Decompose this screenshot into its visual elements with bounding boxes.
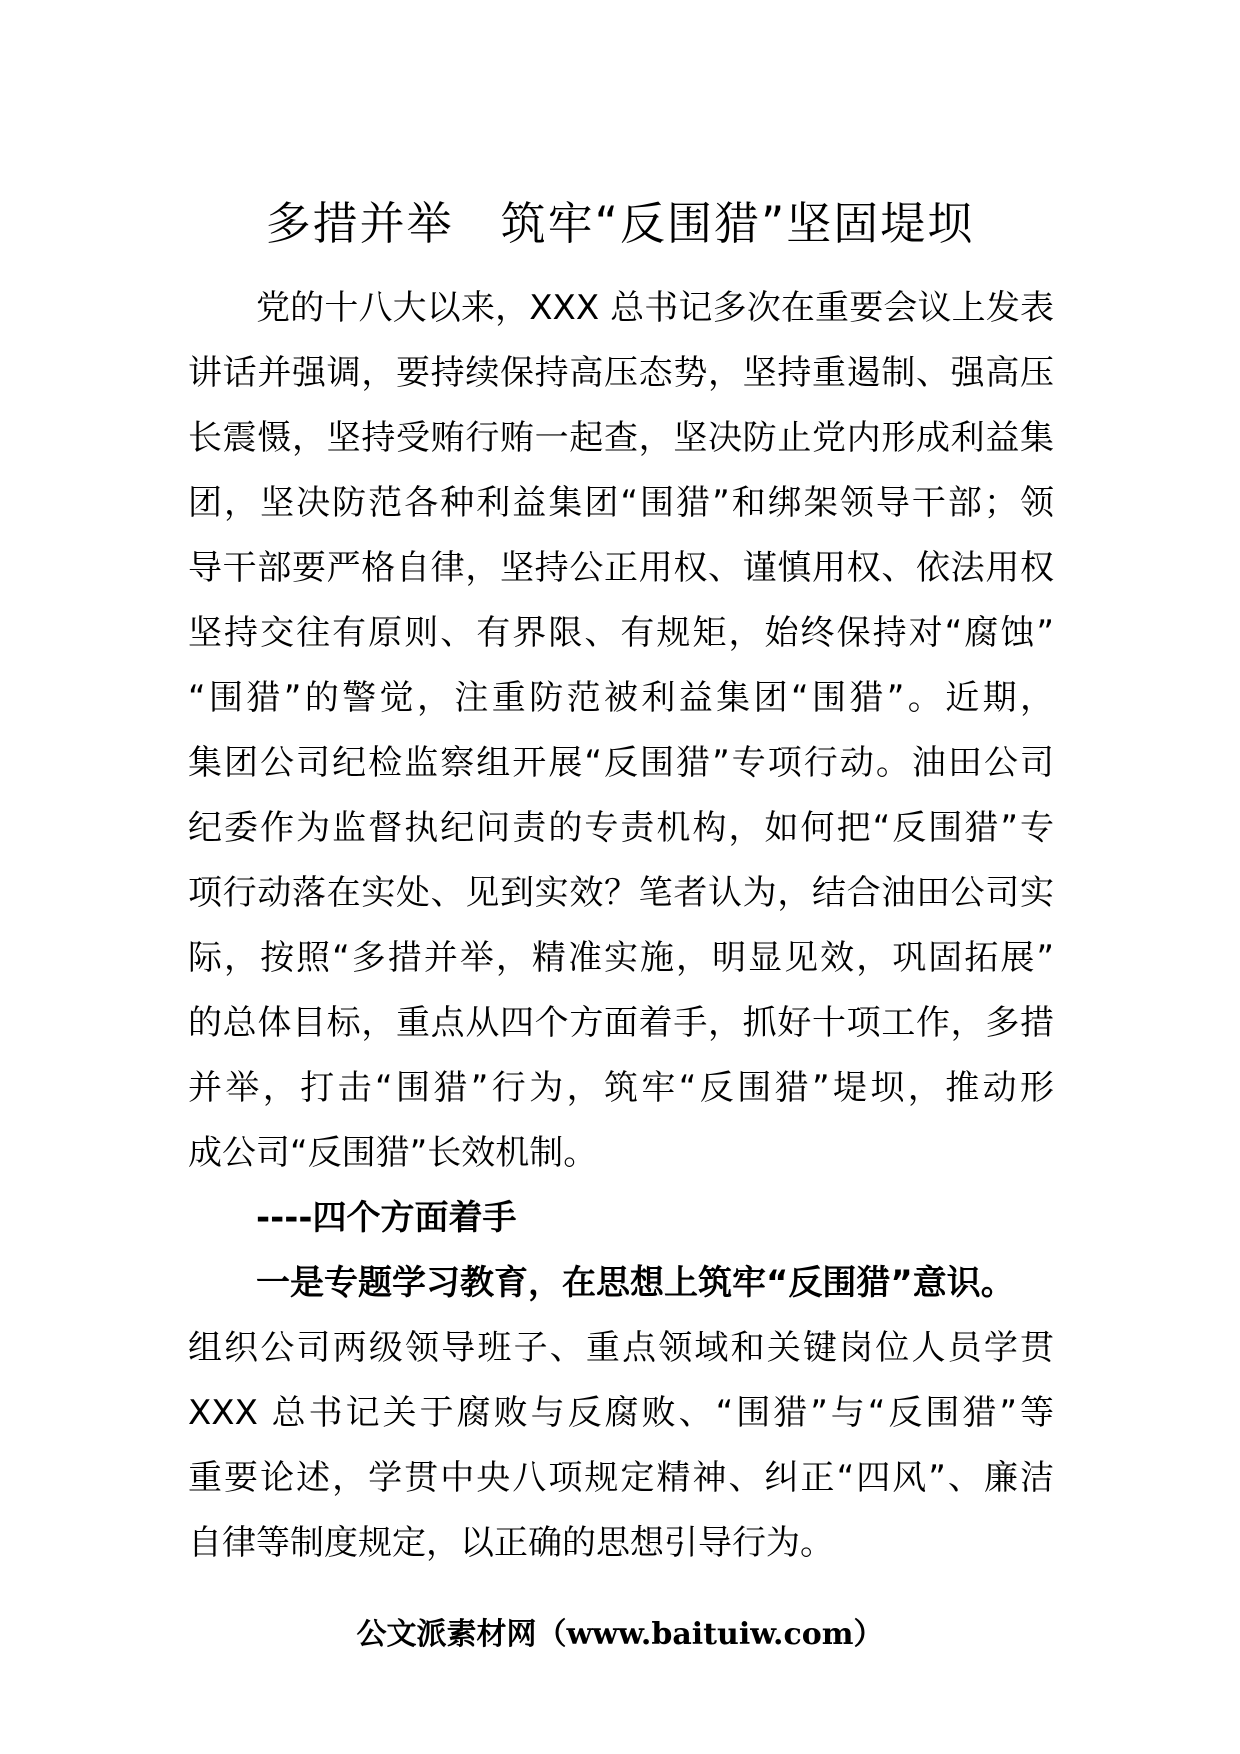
paragraph-line: 导干部要严格自律，坚持公正用权、谨慎用权、依法用权 — [188, 548, 1054, 588]
paragraph-line: 团，坚决防范各种利益集团“围猎”和绑架领导干部；领 — [188, 483, 1054, 523]
paragraph-line: XXX 总书记关于腐败与反腐败、“围猎”与“反围猎”等 — [188, 1393, 1054, 1433]
document-title: 多措并举 筑牢“反围猎”坚固堤坝 — [265, 197, 975, 250]
document-body — [188, 276, 1054, 1576]
paragraph-line: 际，按照“多措并举，精准实施，明显见效，巩固拓展” — [188, 938, 1054, 978]
paragraph-line: 集团公司纪检监察组开展“反围猎”专项行动。油田公司 — [188, 743, 1054, 783]
paragraph-line: “围猎”的警觉，注重防范被利益集团“围猎”。近期， — [188, 678, 1054, 718]
paragraph-line: 讲话并强调，要持续保持高压态势，坚持重遏制、强高压 — [188, 353, 1054, 393]
paragraph-line: 自律等制度规定，以正确的思想引导行为。 — [188, 1523, 834, 1563]
paragraph-line: 的总体目标，重点从四个方面着手，抓好十项工作，多措 — [188, 1003, 1054, 1043]
paragraph-line: 党的十八大以来，XXX 总书记多次在重要会议上发表 — [256, 288, 1054, 328]
subheading: 一是专题学习教育，在思想上筑牢“反围猎”意识。 — [256, 1263, 1015, 1303]
paragraph-line: 长震慑，坚持受贿行贿一起查，坚决防止党内形成利益集 — [188, 418, 1054, 458]
footer-source: 公文派素材网（www.baituiw.com） — [356, 1617, 884, 1652]
section-heading: ----四个方面着手 — [256, 1198, 517, 1238]
paragraph-line: 并举，打击“围猎”行为，筑牢“反围猎”堤坝，推动形 — [188, 1068, 1054, 1108]
paragraph-line: 组织公司两级领导班子、重点领域和关键岗位人员学贯 — [188, 1328, 1054, 1368]
paragraph-line: 重要论述，学贯中央八项规定精神、纠正“四风”、廉洁 — [188, 1458, 1054, 1498]
paragraph-line: 成公司“反围猎”长效机制。 — [188, 1133, 598, 1173]
paragraph-line: 项行动落在实处、见到实效？笔者认为，结合油田公司实 — [188, 873, 1054, 913]
paragraph-line: 坚持交往有原则、有界限、有规矩，始终保持对“腐蚀” — [188, 613, 1054, 653]
paragraph-line: 纪委作为监督执纪问责的专责机构，如何把“反围猎”专 — [188, 808, 1054, 848]
